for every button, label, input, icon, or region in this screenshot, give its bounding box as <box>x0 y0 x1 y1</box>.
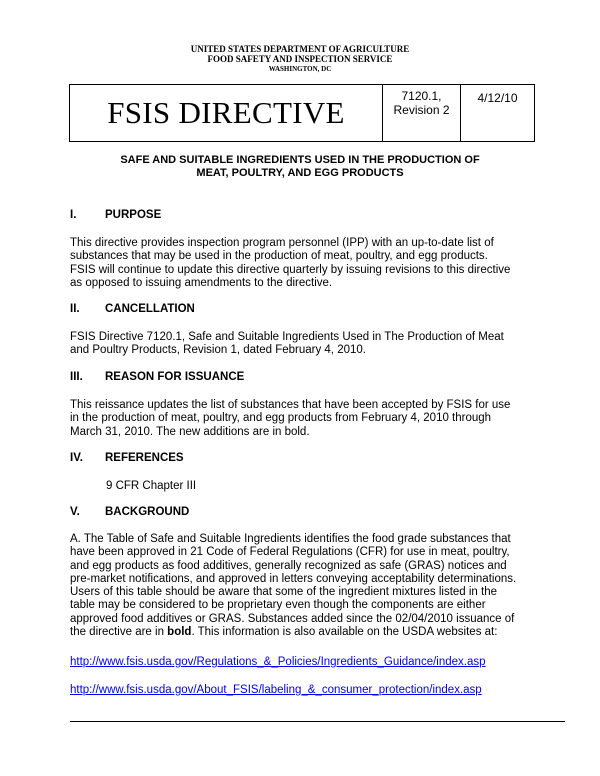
section-heading-background <box>70 506 189 520</box>
paragraph-line: FSIS Directive 7120.1, Safe and Suitable Ingredients Used in The Production of Meat <box>70 331 504 343</box>
agency-header <box>70 44 530 74</box>
directive-subject <box>70 154 530 180</box>
paragraph-line: as opposed to issuing amendments to the directive. <box>70 276 333 289</box>
paragraph-line: in the production of meat, poultry, and egg products from February 4, 2010 through <box>70 412 492 425</box>
references-item: 9 CFR Chapter III <box>106 480 197 492</box>
section-heading-references <box>70 452 184 466</box>
directive-header-box <box>69 84 535 142</box>
paragraph-line: A. The Table of Safe and Suitable Ingredients identifies the food grade substances that <box>70 533 511 545</box>
section-title: REASON FOR ISSUANCE <box>105 371 245 383</box>
section-number: I. <box>70 209 77 221</box>
background-paragraph <box>70 533 540 639</box>
section-title: PURPOSE <box>105 209 162 221</box>
paragraph-line: approved food additives or GRAS. Substances added since the 02/04/2010 issuance of <box>70 612 515 625</box>
text-run: . This information is also available on the USDA websites at: <box>191 626 498 639</box>
paragraph-line: and Poultry Products, Revision 1, dated February 4, 2010. <box>70 344 366 357</box>
section-title: REFERENCES <box>105 452 184 464</box>
text-run: the directive are in <box>70 626 168 639</box>
section-number: II. <box>70 303 80 315</box>
section-number: III. <box>70 371 83 383</box>
directive-date: 4/12/10 <box>461 85 535 142</box>
section-number: IV. <box>70 452 84 464</box>
directive-number-cell <box>383 85 461 142</box>
bold-word: bold <box>167 626 192 639</box>
section-title: BACKGROUND <box>105 506 190 518</box>
section-heading-purpose <box>70 209 161 223</box>
paragraph-line: substances that may be used in the production of meat, poultry, and egg products. <box>70 250 488 263</box>
section-title: CANCELLATION <box>105 303 195 315</box>
paragraph-line: FSIS will continue to update this directive quarterly by issuing revisions to this directive <box>70 263 511 276</box>
purpose-paragraph <box>70 237 540 290</box>
labeling-consumer-protection-link[interactable]: http://www.fsis.usda.gov/About_FSIS/labeling_&_consumer_protection/index.asp <box>70 684 482 696</box>
paragraph-line: This directive provides inspection program personnel (IPP) with an up-to-date list of <box>70 237 494 249</box>
subject-line-2: MEAT, POULTRY, AND EGG PRODUCTS <box>196 167 404 179</box>
directive-revision: Revision 2 <box>393 103 450 117</box>
paragraph-line: table may be considered to be proprietary even though the components are either <box>70 599 486 612</box>
directive-title: FSIS DIRECTIVE <box>70 85 383 142</box>
directive-number: 7120.1, <box>401 89 442 103</box>
section-heading-reason <box>70 371 244 385</box>
ingredients-guidance-link[interactable]: http://www.fsis.usda.gov/Regulations_&_Policies/Ingredients_Guidance/index.asp <box>70 656 486 668</box>
paragraph-line: have been approved in 21 Code of Federal Regulations (CFR) for use in meat, poultry, <box>70 546 510 559</box>
paragraph-line: Users of this table should be aware that some of the ingredient mixtures listed in the <box>70 586 498 599</box>
section-heading-cancellation <box>70 303 195 317</box>
paragraph-line: March 31, 2010. The new additions are in bold. <box>70 425 310 438</box>
cancellation-paragraph <box>70 331 540 358</box>
paragraph-line: and egg products as food additives, generally recognized as safe (GRAS) notices and <box>70 559 507 572</box>
agency-location: WASHINGTON, DC <box>268 65 332 73</box>
agency-department: UNITED STATES DEPARTMENT OF AGRICULTURE <box>190 44 410 54</box>
paragraph-line: This reissance updates the list of substances that have been accepted by FSIS for use <box>70 399 511 411</box>
paragraph-line: pre-market notifications, and approved in letters conveying acceptability determinations. <box>70 572 517 585</box>
footer-rule <box>70 721 565 722</box>
subject-line-1: SAFE AND SUITABLE INGREDIENTS USED IN THE PRODUCTION OF <box>120 154 480 166</box>
section-number: V. <box>70 506 80 518</box>
paragraph-line-last <box>70 626 540 639</box>
reason-paragraph <box>70 399 540 439</box>
agency-service: FOOD SAFETY AND INSPECTION SERVICE <box>207 54 393 64</box>
